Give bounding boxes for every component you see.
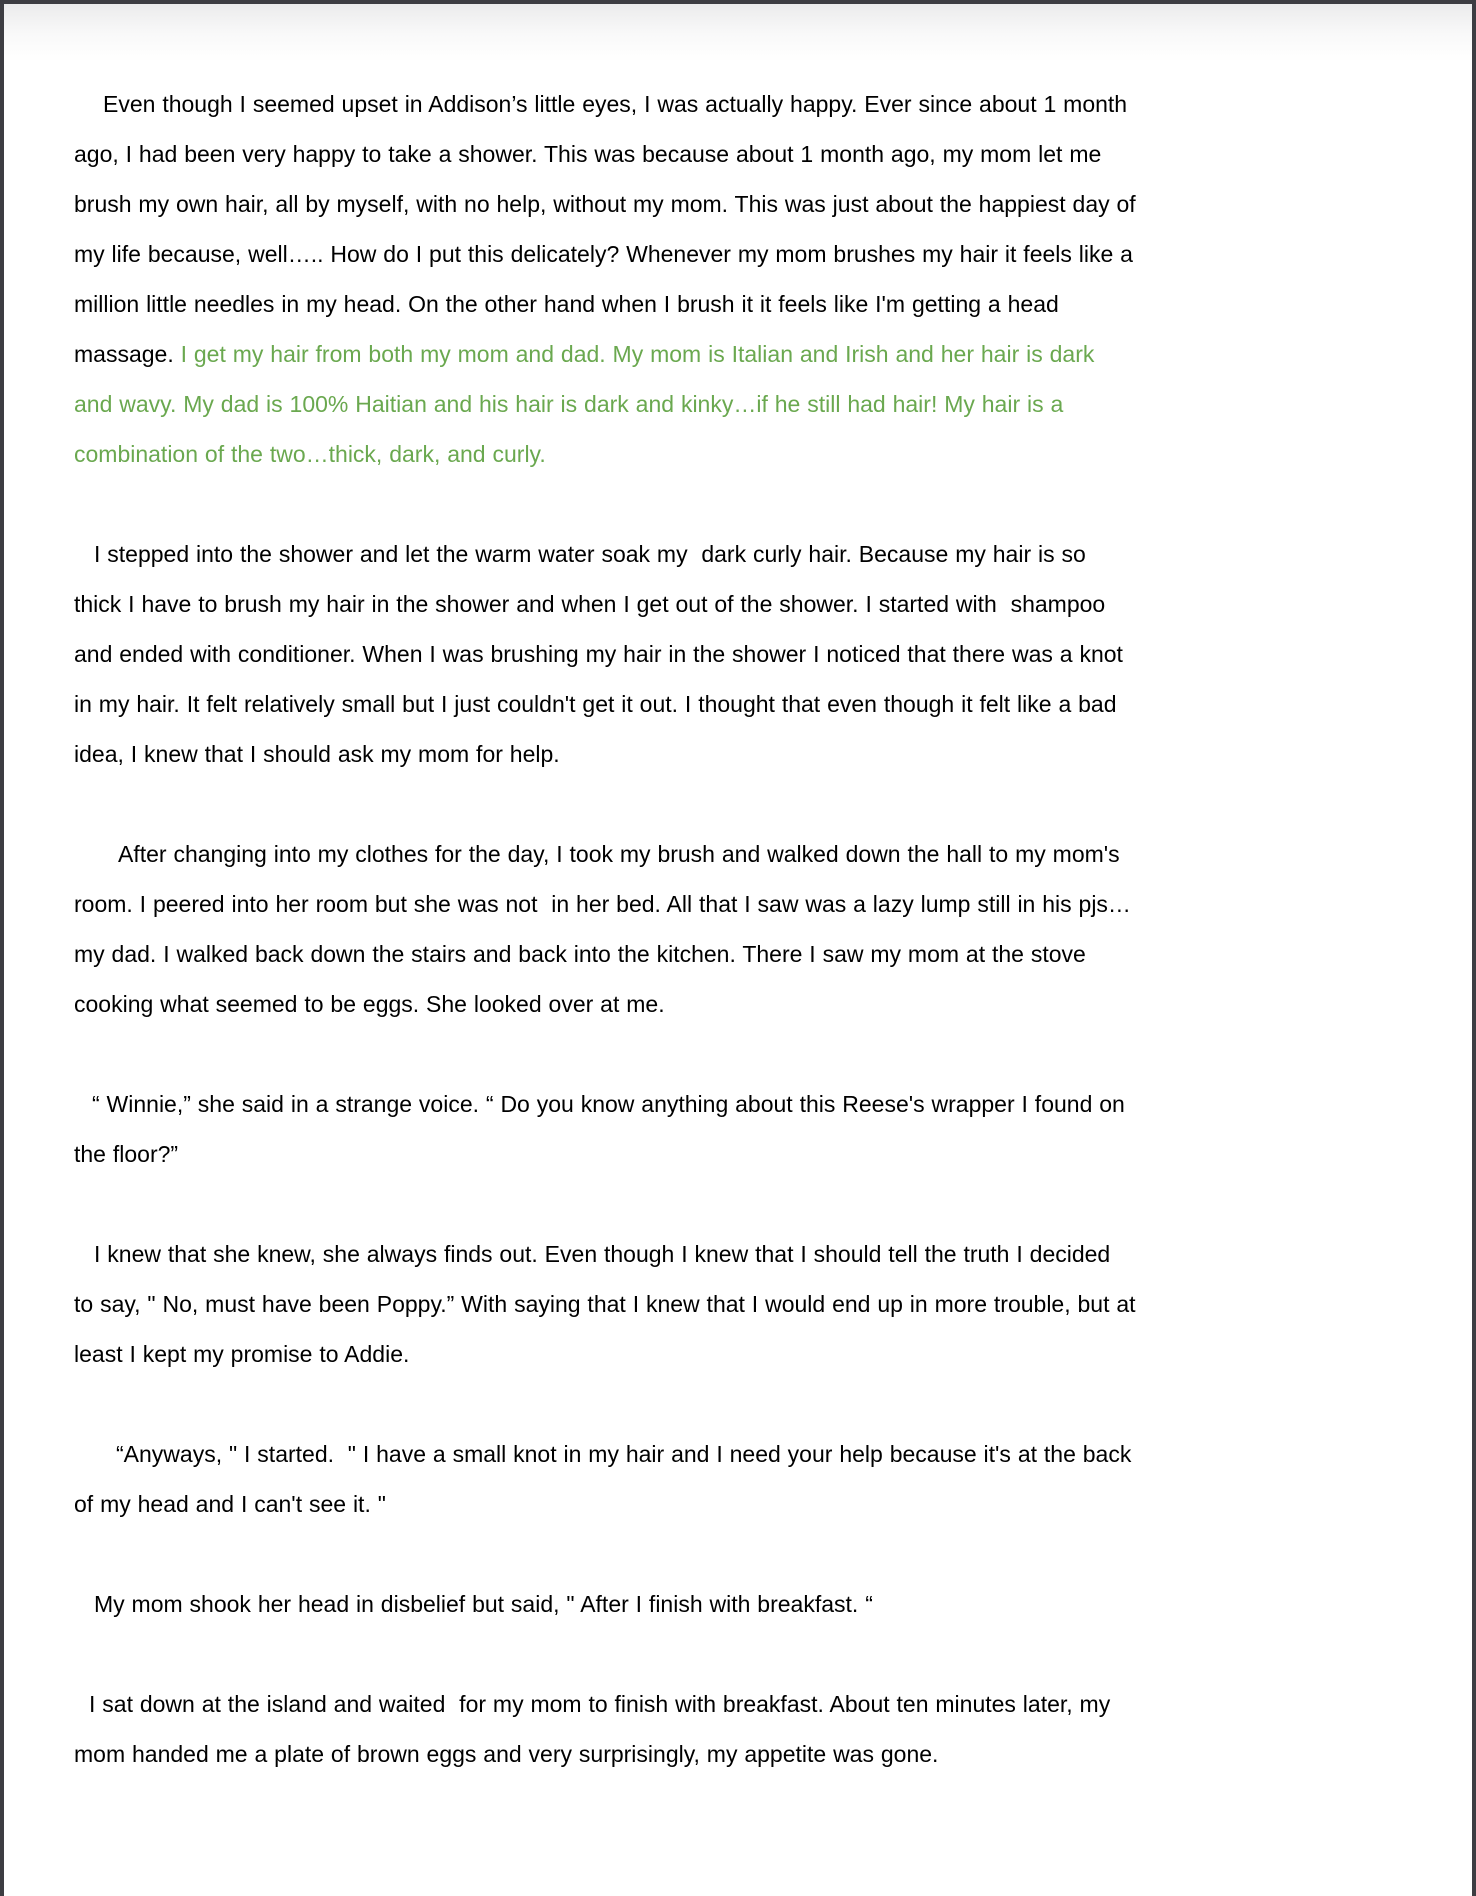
text-run: I knew that she knew, she always finds out. Even though I knew that I should tell the truth I decided to say, " No, must have been Poppy.” With saying that I knew that I would end up in more trouble, but at least I kept my promise to Addie. [74,1241,1143,1367]
text-run: Even though I seemed upset in Addison’s little eyes, I was actually happy. Ever since about 1 month ago, I had been very happy to take a shower. This was because about 1 month ago, my mom let me brush my own hair, all by myself, with no help, without my mom. This was just about the happiest day of my life because, well….. How do I put this delicately? Whenever my mom brushes my hair it feels like a million little needles in my head. On the other hand when I brush it it feels like I'm getting a head massage. [74,91,1143,367]
document-body[interactable] [4,4,1143,1779]
paragraph [74,1679,1136,1779]
paragraph [74,529,1136,779]
text-run: I sat down at the island and waited for my mom to finish with breakfast. About ten minutes later, my mom handed me a plate of brown eggs and very surprisingly, my appetite was gone. [74,1691,1118,1767]
text-run: I stepped into the shower and let the warm water soak my dark curly hair. Because my hair is so thick I have to brush my hair in the shower and when I get out of the shower. I started with shampoo and ended with conditioner. When I was brushing my hair in the shower I noticed that there was a knot in my hair. It felt relatively small but I just couldn't get it out. I thought that even though it felt like a bad idea, I knew that I should ask my mom for help. [74,541,1130,767]
paragraph [74,1229,1143,1379]
text-run: My mom shook her head in disbelief but said, " After I finish with breakfast. “ [94,1591,873,1617]
text-run: “ Winnie,” she said in a strange voice. “ Do you know anything about this Reese's wrapper I found on the floor?” [74,1091,1132,1167]
paragraph [74,1079,1136,1179]
paragraph [74,1429,1139,1529]
colored-text-run: I get my hair from both my mom and dad. My mom is Italian and Irish and her hair is dark and wavy. My dad is 100% Haitian and his hair is dark and kinky…if he still had hair! My hair is a combination of the two…thick, dark, and curly. [74,341,1102,467]
text-run: After changing into my clothes for the day, I took my brush and walked down the hall to my mom's room. I peered into her room but she was not in her bed. All that I saw was a lazy lump still in his pjs…my dad. I walked back down the stairs and back into the kitchen. There I saw my mom at the stove cooking what seemed to be eggs. She looked over at me. [74,841,1131,1017]
paragraph [74,1579,1136,1629]
paragraph [74,829,1136,1029]
paragraph [74,79,1143,479]
text-run: “Anyways, " I started. " I have a small knot in my hair and I need your help because it's at the back of my head and I can't see it. " [74,1441,1139,1517]
